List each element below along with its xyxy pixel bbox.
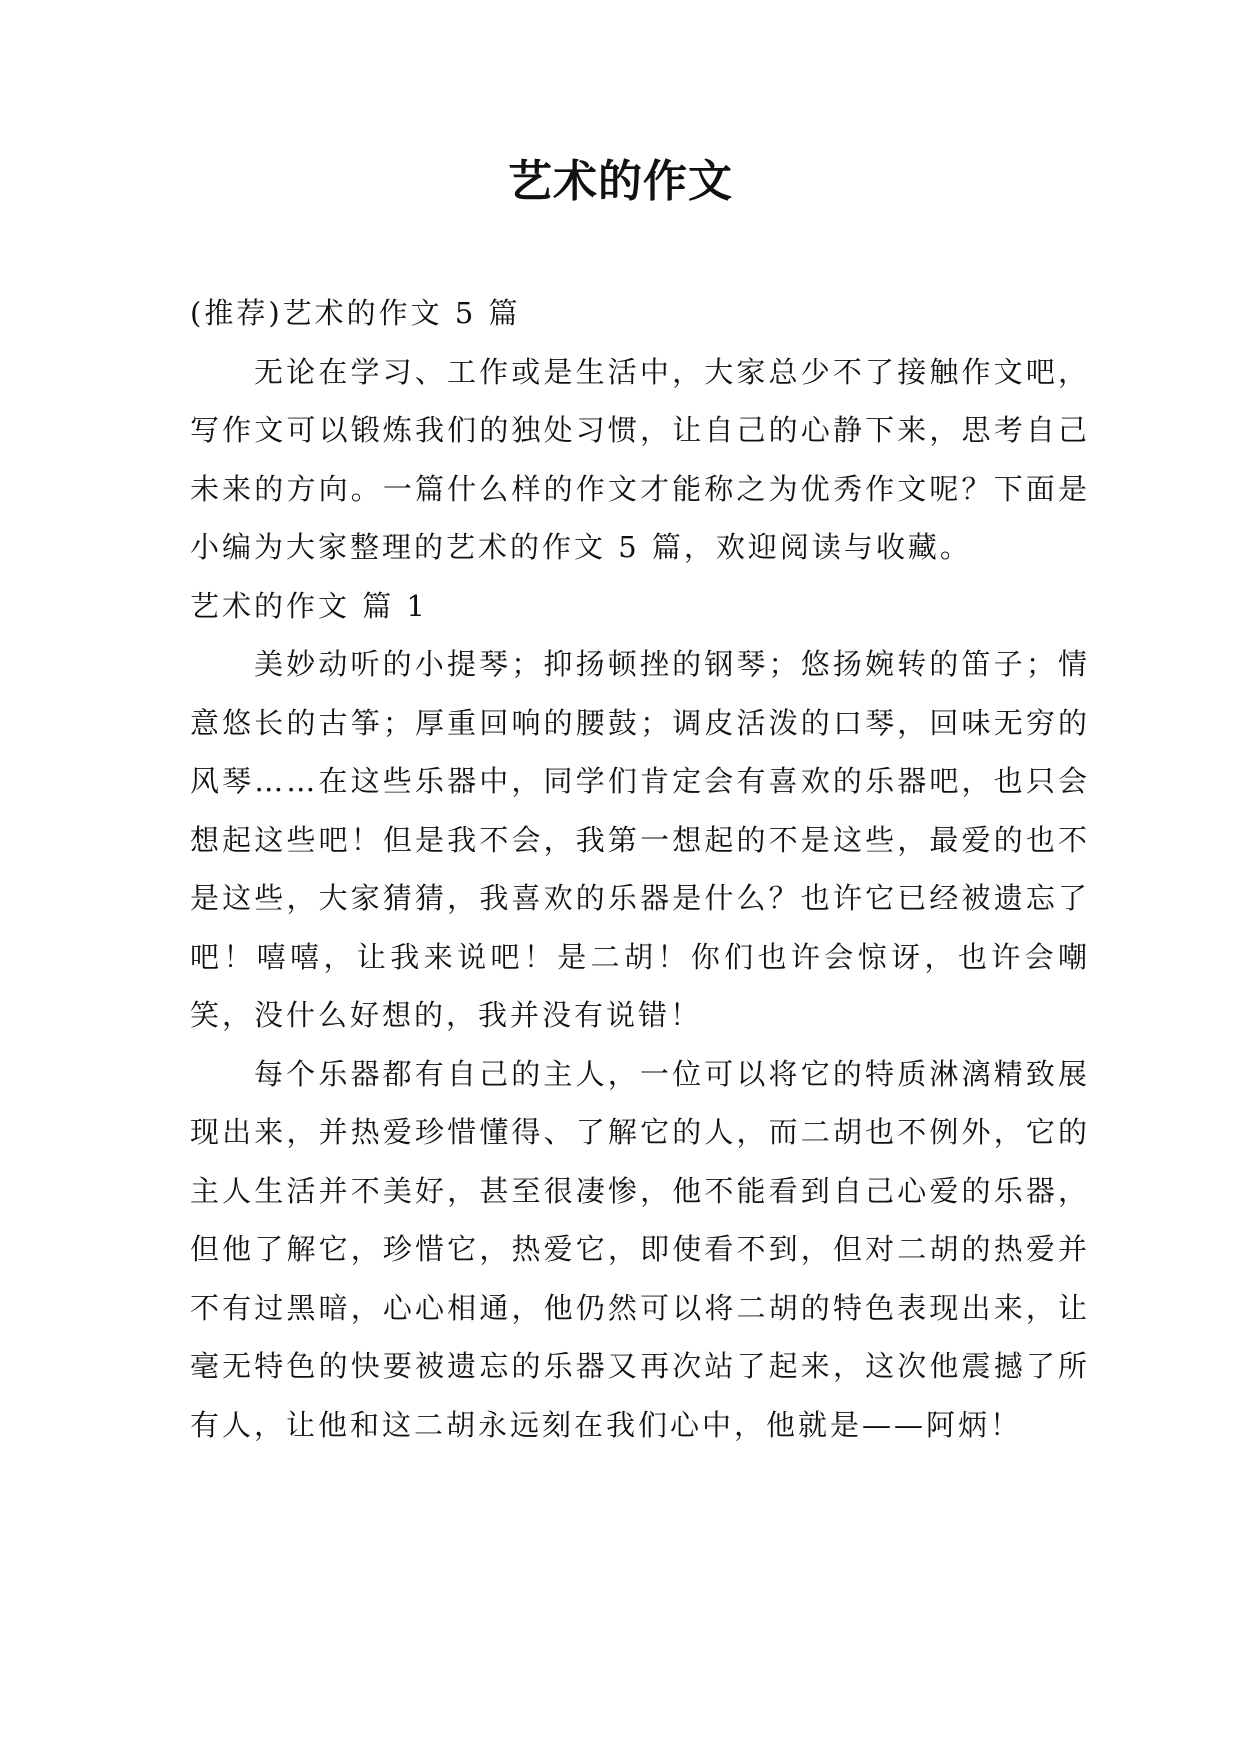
- document-body: [190, 284, 1090, 1454]
- body-paragraph: 美妙动听的小提琴；抑扬顿挫的钢琴；悠扬婉转的笛子；情意悠长的古筝；厚重回响的腰鼓；调皮活泼的口琴，回味无穷的风琴……在这些乐器中，同学们肯定会有喜欢的乐器吧，也只会想起这些吧！但是我不会，我第一想起的不是这些，最爱的也不是这些，大家猜猜，我喜欢的乐器是什么？也许它已经被遗忘了吧！嘻嘻，让我来说吧！是二胡！你们也许会惊讶，也许会嘲笑，没什么好想的，我并没有说错！: [190, 647, 1090, 1032]
- section-heading: 艺术的作文 篇 1: [190, 588, 428, 623]
- document-title: 艺术的作文: [508, 156, 733, 207]
- intro-paragraph: 无论在学习、工作或是生活中，大家总少不了接触作文吧，写作文可以锻炼我们的独处习惯，让自己的心静下来，思考自己未来的方向。一篇什么样的作文才能称之为优秀作文呢？下面是小编为大家整理的艺术的作文 5 篇，欢迎阅读与收藏。: [190, 354, 1090, 564]
- body-paragraph: 每个乐器都有自己的主人，一位可以将它的特质淋漓精致展现出来，并热爱珍惜懂得、了解它的人，而二胡也不例外，它的主人生活并不美好，甚至很凄惨，他不能看到自己心爱的乐器，但他了解它，珍惜它，热爱它，即使看不到，但对二胡的热爱并不有过黑暗，心心相通，他仍然可以将二胡的特色表现出来，让毫无特色的快要被遗忘的乐器又再次站了起来，这次他震撼了所有人，让他和这二胡永远刻在我们心中，他就是——阿炳！: [190, 1056, 1090, 1442]
- intro-heading: (推荐)艺术的作文 5 篇: [190, 296, 521, 330]
